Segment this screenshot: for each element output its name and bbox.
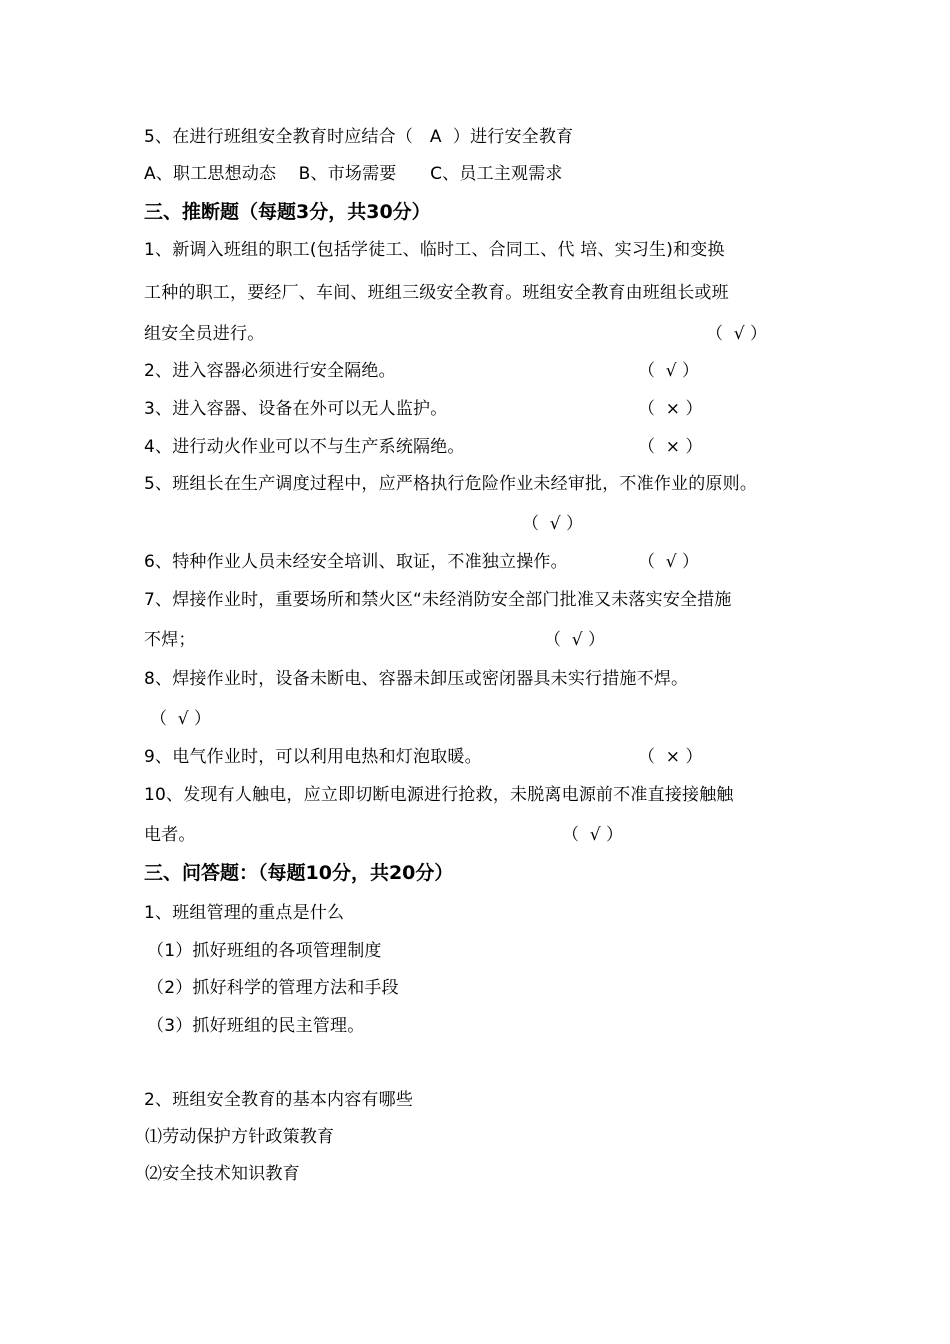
judgment-q9-text: 9、电气作业时，可以利用电热和灯泡取暖。 xyxy=(144,747,482,767)
qa-q2-title: 2、班组安全教育的基本内容有哪些 xyxy=(144,1090,414,1110)
judgment-q10-line2: 电者。 xyxy=(144,825,196,845)
qa-q1-title: 1、班组管理的重点是什么 xyxy=(144,903,345,923)
qa-q1-item: （1）抓好班组的各项管理制度 xyxy=(147,941,382,961)
judgment-q10-line1: 10、发现有人触电，应立即切断电源进行抢救，未脱离电源前不准直接接触触 xyxy=(144,785,734,805)
judgment-q2-answer: （ √ ） xyxy=(638,361,700,381)
qa-q2-item: ⑴劳动保护方针政策教育 xyxy=(145,1127,335,1147)
judgment-q6-text: 6、特种作业人员未经安全培训、取证，不准独立操作。 xyxy=(144,552,568,572)
judgment-q1-line3: 组安全员进行。 xyxy=(144,324,265,344)
judgment-q2-text: 2、进入容器必须进行安全隔绝。 xyxy=(144,361,396,381)
qa-q1-item: （2）抓好科学的管理方法和手段 xyxy=(147,978,399,998)
judgment-q7-line1: 7、焊接作业时，重要场所和禁火区“未经消防安全部门批准又未落实安全措施 xyxy=(144,590,732,610)
judgment-q1-answer: （ √ ） xyxy=(706,324,768,344)
judgment-q9-answer: （ × ） xyxy=(638,747,703,767)
judgment-q1-line1: 1、新调入班组的职工(包括学徒工、临时工、合同工、代 培、实习生)和变换 xyxy=(144,240,725,260)
judgment-q7-answer: （ √ ） xyxy=(544,630,606,650)
choice-q5-options: A、职工思想动态 B、市场需要 C、员工主观需求 xyxy=(144,164,563,184)
judgment-q4-text: 4、进行动火作业可以不与生产系统隔绝。 xyxy=(144,437,465,457)
judgment-section-heading: 三、推断题（每题3分，共30分） xyxy=(144,201,431,223)
qa-q2-item: ⑵安全技术知识教育 xyxy=(145,1164,300,1184)
qa-q1-item: （3）抓好班组的民主管理。 xyxy=(147,1016,365,1036)
judgment-q10-answer: （ √ ） xyxy=(562,825,624,845)
qa-section-heading: 三、问答题：（每题10分，共20分） xyxy=(144,862,454,884)
choice-q5-text: 5、在进行班组安全教育时应结合（ A ）进行安全教育 xyxy=(144,127,574,147)
judgment-q8-answer: （ √ ） xyxy=(150,709,212,729)
judgment-q4-answer: （ × ） xyxy=(638,437,703,457)
judgment-q1-line2: 工种的职工，要经厂、车间、班组三级安全教育。班组安全教育由班组长或班 xyxy=(144,283,729,303)
judgment-q3-answer: （ × ） xyxy=(638,399,703,419)
judgment-q7-line2: 不焊； xyxy=(144,630,196,650)
judgment-q8-text: 8、焊接作业时，设备未断电、容器未卸压或密闭器具未实行措施不焊。 xyxy=(144,669,689,689)
judgment-q6-answer: （ √ ） xyxy=(638,552,700,572)
judgment-q5-text: 5、班组长在生产调度过程中，应严格执行危险作业未经审批，不准作业的原则。 xyxy=(144,474,758,494)
judgment-q5-answer: （ √ ） xyxy=(522,514,584,534)
judgment-q3-text: 3、进入容器、设备在外可以无人监护。 xyxy=(144,399,448,419)
